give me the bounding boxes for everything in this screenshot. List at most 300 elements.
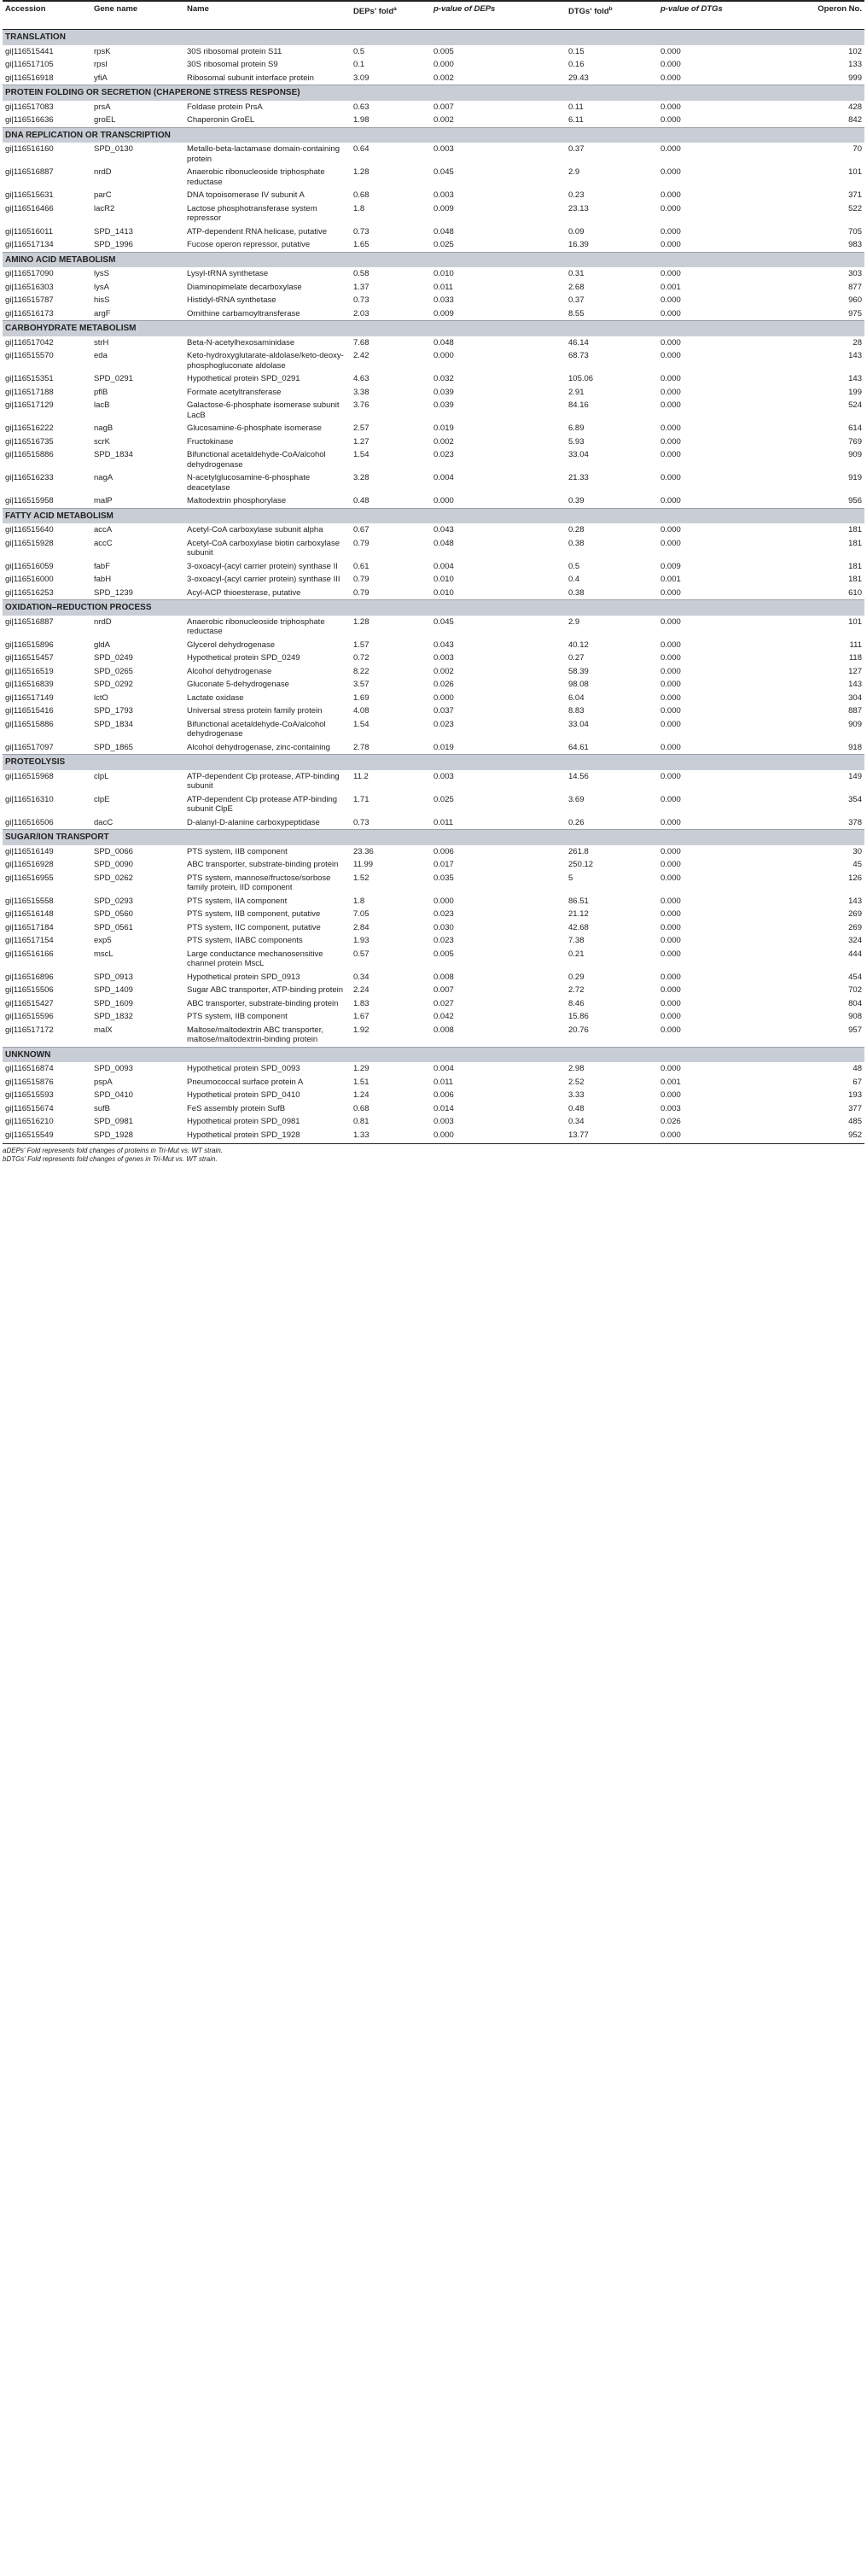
cell-operon: 524 xyxy=(848,400,862,410)
table-row xyxy=(3,281,864,295)
cell-name: Alcohol dehydrogenase, zinc-containing xyxy=(187,742,330,752)
cell-gene-name: sufB xyxy=(94,1103,111,1113)
cell-p-deps: 0.000 xyxy=(434,692,454,703)
cell-deps-fold: 0.58 xyxy=(353,269,369,278)
cell-accession: gi|116516173 xyxy=(5,308,54,318)
cell-operon: 126 xyxy=(848,873,862,883)
cell-dtgs-fold: 0.39 xyxy=(568,496,585,505)
cell-accession: gi|116516887 xyxy=(5,167,54,177)
cell-dtgs-fold: 21.33 xyxy=(568,473,589,482)
cell-p-dtgs: 0.001 xyxy=(660,1077,681,1087)
cell-deps-fold: 1.37 xyxy=(353,282,369,292)
cell-operon: 111 xyxy=(849,640,862,650)
cell-p-deps: 0.004 xyxy=(434,561,454,571)
cell-operon: 378 xyxy=(848,817,862,827)
cell-dtgs-fold: 33.04 xyxy=(568,719,589,729)
cell-gene-name: yfiA xyxy=(94,73,108,83)
cell-accession: gi|116515968 xyxy=(5,771,54,781)
cell-operon: 48 xyxy=(852,1064,862,1073)
cell-dtgs-fold: 5 xyxy=(568,873,573,883)
cell-gene-name: lysA xyxy=(94,282,109,292)
cell-p-dtgs: 0.000 xyxy=(660,719,681,729)
cell-operon: 199 xyxy=(848,387,862,397)
cell-dtgs-fold: 0.34 xyxy=(568,1117,585,1126)
cell-deps-fold: 2.84 xyxy=(353,922,369,932)
cell-operon: 909 xyxy=(848,719,862,729)
cell-gene-name: SPD_1996 xyxy=(94,240,133,249)
cell-accession: gi|116516000 xyxy=(5,575,54,584)
cell-name: Lysyl-tRNA synthetase xyxy=(187,269,269,278)
cell-name: Diaminopimelate decarboxylase xyxy=(187,282,302,292)
cell-dtgs-fold: 42.68 xyxy=(568,922,589,932)
cell-accession: gi|116515593 xyxy=(5,1090,54,1100)
cell-operon: 181 xyxy=(848,525,862,534)
cell-dtgs-fold: 8.46 xyxy=(568,998,585,1008)
cell-accession: gi|116515549 xyxy=(5,1130,54,1140)
cell-deps-fold: 7.05 xyxy=(353,909,369,919)
cell-operon: 610 xyxy=(848,587,862,598)
cell-gene-name: fabF xyxy=(94,561,111,571)
cell-name: 3-oxoacyl-(acyl carrier protein) synthase III xyxy=(187,575,340,584)
cell-gene-name: pflB xyxy=(94,387,108,397)
cell-dtgs-fold: 5.93 xyxy=(568,436,585,447)
table-row xyxy=(3,616,864,639)
section-header xyxy=(3,127,864,143)
cell-deps-fold: 0.34 xyxy=(353,972,369,982)
cell-p-deps: 0.003 xyxy=(434,771,454,781)
cell-dtgs-fold: 2.9 xyxy=(568,167,580,177)
cell-name: Lactate oxidase xyxy=(187,692,244,703)
cell-name: Maltose/maltodextrin ABC transporter, maltose/maltodextrin-binding protein xyxy=(187,1025,323,1044)
cell-name: Ornithine carbamoyltransferase xyxy=(187,308,300,318)
cell-p-dtgs: 0.000 xyxy=(660,115,681,125)
cell-p-deps: 0.048 xyxy=(434,226,454,237)
cell-p-deps: 0.006 xyxy=(434,1090,454,1100)
cell-operon: 804 xyxy=(848,998,862,1008)
cell-p-deps: 0.025 xyxy=(434,240,454,249)
cell-accession: gi|116515640 xyxy=(5,525,54,534)
cell-accession: gi|116516506 xyxy=(5,817,54,827)
cell-accession: gi|116516839 xyxy=(5,680,54,689)
cell-deps-fold: 1.8 xyxy=(353,203,365,213)
cell-dtgs-fold: 6.89 xyxy=(568,423,585,433)
cell-p-deps: 0.019 xyxy=(434,423,454,433)
cell-p-deps: 0.042 xyxy=(434,1012,454,1021)
cell-accession: gi|116515928 xyxy=(5,538,54,548)
cell-dtgs-fold: 84.16 xyxy=(568,400,589,410)
cell-name: Large conductance mechanosensitive channel protein MscL xyxy=(187,949,323,968)
cell-operon: 614 xyxy=(848,423,862,433)
cell-dtgs-fold: 0.26 xyxy=(568,817,585,827)
cell-dtgs-fold: 64.61 xyxy=(568,742,589,752)
cell-deps-fold: 0.73 xyxy=(353,817,369,827)
cell-deps-fold: 0.5 xyxy=(353,46,365,56)
cell-gene-name: prsA xyxy=(94,102,111,112)
cell-p-deps: 0.023 xyxy=(434,450,454,459)
cell-deps-fold: 3.28 xyxy=(353,473,369,482)
table-row xyxy=(3,858,864,872)
section-header xyxy=(3,321,864,336)
cell-gene-name: nrdD xyxy=(94,167,112,177)
cell-dtgs-fold: 0.27 xyxy=(568,653,585,663)
table-row xyxy=(3,793,864,816)
cell-name: Chaperonin GroEL xyxy=(187,115,255,125)
cell-deps-fold: 1.54 xyxy=(353,450,369,459)
table-row xyxy=(3,202,864,225)
cell-accession: gi|116515570 xyxy=(5,351,54,360)
cell-p-dtgs: 0.000 xyxy=(660,351,681,360)
cell-name: ABC transporter, substrate-binding protein xyxy=(187,860,339,869)
cell-gene-name: SPD_1834 xyxy=(94,450,133,459)
cell-dtgs-fold: 0.37 xyxy=(568,295,585,305)
section-title: PROTEIN FOLDING OR SECRETION (CHAPERONE STRESS RESPONSE) xyxy=(3,85,864,101)
cell-p-dtgs: 0.000 xyxy=(660,436,681,447)
cell-operon: 28 xyxy=(852,337,862,348)
cell-deps-fold: 11.99 xyxy=(353,860,374,869)
cell-deps-fold: 1.67 xyxy=(353,1012,369,1021)
cell-gene-name: SPD_1413 xyxy=(94,226,133,237)
cell-gene-name: mscL xyxy=(94,949,113,959)
cell-gene-name: SPD_1865 xyxy=(94,742,133,752)
cell-deps-fold: 1.51 xyxy=(353,1077,369,1087)
table-row xyxy=(3,114,864,127)
table-row xyxy=(3,448,864,471)
cell-gene-name: clpE xyxy=(94,794,110,804)
cell-gene-name: SPD_0265 xyxy=(94,666,133,676)
cell-dtgs-fold: 0.29 xyxy=(568,972,585,982)
cell-gene-name: SPD_0913 xyxy=(94,972,133,982)
cell-gene-name: nagB xyxy=(94,423,113,433)
table-row xyxy=(3,435,864,449)
cell-operon: 983 xyxy=(848,240,862,249)
cell-p-deps: 0.011 xyxy=(434,282,454,292)
cell-accession: gi|116516735 xyxy=(5,436,54,447)
cell-deps-fold: 0.79 xyxy=(353,538,369,548)
cell-name: ATP-dependent Clp protease ATP-binding subunit ClpE xyxy=(187,794,338,814)
cell-gene-name: dacC xyxy=(94,817,113,827)
cell-accession: gi|116516222 xyxy=(5,423,54,433)
cell-accession: gi|116515958 xyxy=(5,496,54,505)
cell-gene-name: parC xyxy=(94,190,112,200)
cell-name: Fructokinase xyxy=(187,436,234,447)
cell-p-deps: 0.004 xyxy=(434,1064,454,1073)
cell-operon: 952 xyxy=(848,1130,862,1140)
cell-p-deps: 0.023 xyxy=(434,909,454,919)
cell-p-dtgs: 0.000 xyxy=(660,794,681,804)
cell-gene-name: nrdD xyxy=(94,616,112,627)
col-p-dtgs: p-value of DTGs xyxy=(658,1,786,30)
cell-name: Hypothetical protein SPD_0291 xyxy=(187,374,300,383)
cell-deps-fold: 1.33 xyxy=(353,1130,369,1140)
cell-gene-name: SPD_1409 xyxy=(94,985,133,995)
cell-p-dtgs: 0.000 xyxy=(660,1012,681,1021)
table-row xyxy=(3,692,864,705)
cell-accession: gi|116515558 xyxy=(5,896,54,906)
table-row xyxy=(3,267,864,281)
cell-p-deps: 0.035 xyxy=(434,873,454,883)
section-title: UNKNOWN xyxy=(3,1047,864,1062)
cell-accession: gi|116516928 xyxy=(5,860,54,869)
cell-p-dtgs: 0.000 xyxy=(660,102,681,112)
cell-dtgs-fold: 15.86 xyxy=(568,1012,589,1021)
cell-p-dtgs: 0.000 xyxy=(660,269,681,278)
section-header xyxy=(3,252,864,267)
cell-p-dtgs: 0.000 xyxy=(660,1064,681,1073)
cell-p-deps: 0.039 xyxy=(434,400,454,410)
cell-dtgs-fold: 0.09 xyxy=(568,226,585,237)
table-row xyxy=(3,1010,864,1024)
table-row xyxy=(3,386,864,400)
cell-accession: gi|116516210 xyxy=(5,1117,54,1126)
table-row xyxy=(3,816,864,830)
cell-deps-fold: 0.57 xyxy=(353,949,369,959)
cell-operon: 960 xyxy=(848,295,862,305)
cell-gene-name: SPD_0130 xyxy=(94,144,133,154)
cell-gene-name: argF xyxy=(94,308,111,318)
col-accession: Accession xyxy=(3,1,91,30)
section-header xyxy=(3,1047,864,1062)
cell-operon: 975 xyxy=(848,308,862,318)
cell-gene-name: SPD_0066 xyxy=(94,846,133,856)
table-row xyxy=(3,921,864,935)
cell-p-dtgs: 0.000 xyxy=(660,985,681,995)
cell-p-dtgs: 0.001 xyxy=(660,575,681,584)
cell-gene-name: strH xyxy=(94,337,109,348)
table-row xyxy=(3,372,864,386)
data-table-container xyxy=(3,0,864,1164)
cell-p-dtgs: 0.000 xyxy=(660,400,681,410)
cell-dtgs-fold: 2.9 xyxy=(568,616,580,627)
cell-deps-fold: 1.65 xyxy=(353,240,369,249)
cell-name: Fucose operon repressor, putative xyxy=(187,240,311,249)
cell-p-dtgs: 0.000 xyxy=(660,896,681,906)
cell-operon: 133 xyxy=(848,60,862,69)
cell-p-deps: 0.010 xyxy=(434,269,454,278)
cell-p-deps: 0.048 xyxy=(434,337,454,348)
cell-operon: 269 xyxy=(848,922,862,932)
cell-p-dtgs: 0.000 xyxy=(660,998,681,1008)
cell-p-deps: 0.007 xyxy=(434,985,454,995)
cell-deps-fold: 0.79 xyxy=(353,587,369,598)
cell-accession: gi|116516148 xyxy=(5,909,54,919)
cell-p-deps: 0.008 xyxy=(434,972,454,982)
cell-p-deps: 0.010 xyxy=(434,587,454,598)
cell-dtgs-fold: 46.14 xyxy=(568,337,589,348)
cell-accession: gi|116516887 xyxy=(5,616,54,627)
cell-name: Metallo-beta-lactamase domain-containing protein xyxy=(187,144,340,164)
cell-accession: gi|116515351 xyxy=(5,374,54,383)
cell-p-deps: 0.003 xyxy=(434,190,454,200)
cell-accession: gi|116517042 xyxy=(5,337,54,348)
section-title: DNA REPLICATION OR TRANSCRIPTION xyxy=(3,127,864,143)
table-row xyxy=(3,948,864,971)
cell-name: DNA topoisomerase IV subunit A xyxy=(187,190,305,200)
table-header xyxy=(3,1,864,30)
cell-p-dtgs: 0.000 xyxy=(660,936,681,945)
cell-operon: 371 xyxy=(848,190,862,200)
cell-p-dtgs: 0.000 xyxy=(660,423,681,433)
table-row xyxy=(3,1024,864,1048)
table-row xyxy=(3,665,864,679)
cell-p-deps: 0.003 xyxy=(434,1117,454,1126)
cell-dtgs-fold: 105.06 xyxy=(568,374,594,383)
cell-p-dtgs: 0.000 xyxy=(660,846,681,856)
cell-dtgs-fold: 6.11 xyxy=(568,115,584,125)
cell-p-deps: 0.030 xyxy=(434,922,454,932)
section-header xyxy=(3,85,864,101)
table-row xyxy=(3,934,864,948)
cell-accession: gi|116516149 xyxy=(5,846,54,856)
cell-operon: 485 xyxy=(848,1117,862,1126)
cell-p-deps: 0.002 xyxy=(434,436,454,447)
cell-gene-name: fabH xyxy=(94,575,112,584)
cell-p-dtgs: 0.000 xyxy=(660,240,681,249)
table-row xyxy=(3,678,864,692)
section-title: FATTY ACID METABOLISM xyxy=(3,508,864,523)
cell-p-deps: 0.005 xyxy=(434,46,454,56)
cell-name: Acetyl-CoA carboxylase biotin carboxylase subunit xyxy=(187,538,340,558)
cell-name: Pneumococcal surface protein A xyxy=(187,1077,304,1087)
table-row xyxy=(3,651,864,665)
cell-dtgs-fold: 0.15 xyxy=(568,46,585,56)
cell-accession: gi|116516310 xyxy=(5,794,54,804)
cell-gene-name: SPD_0093 xyxy=(94,1064,133,1073)
cell-operon: 193 xyxy=(848,1090,862,1100)
cell-p-deps: 0.017 xyxy=(434,860,454,869)
cell-name: Hypothetical protein SPD_1928 xyxy=(187,1130,300,1140)
cell-dtgs-fold: 16.39 xyxy=(568,240,589,249)
cell-dtgs-fold: 13.77 xyxy=(568,1130,589,1140)
cell-deps-fold: 8.22 xyxy=(353,666,369,676)
cell-p-dtgs: 0.009 xyxy=(660,561,681,571)
table-row xyxy=(3,1076,864,1089)
table-row xyxy=(3,225,864,239)
cell-p-deps: 0.003 xyxy=(434,653,454,663)
cell-name: Universal stress protein family protein xyxy=(187,706,323,716)
cell-deps-fold: 0.63 xyxy=(353,102,369,112)
cell-deps-fold: 3.09 xyxy=(353,73,369,83)
cell-accession: gi|116517188 xyxy=(5,387,54,397)
cell-gene-name: SPD_1793 xyxy=(94,706,133,716)
cell-p-deps: 0.043 xyxy=(434,525,454,534)
cell-operon: 149 xyxy=(848,771,862,781)
table-row xyxy=(3,1089,864,1102)
cell-name: D-alanyl-D-alanine carboxypeptidase xyxy=(187,817,320,827)
cell-p-deps: 0.009 xyxy=(434,203,454,213)
cell-accession: gi|116515886 xyxy=(5,719,54,729)
cell-operon: 957 xyxy=(848,1025,862,1035)
cell-deps-fold: 0.1 xyxy=(353,60,365,69)
cell-gene-name: SPD_0981 xyxy=(94,1117,133,1126)
cell-gene-name: SPD_0293 xyxy=(94,896,133,906)
cell-p-deps: 0.026 xyxy=(434,680,454,689)
table-body xyxy=(3,30,864,1142)
cell-accession: gi|116517154 xyxy=(5,936,54,945)
cell-gene-name: pspA xyxy=(94,1077,113,1087)
cell-p-dtgs: 0.000 xyxy=(660,873,681,883)
cell-dtgs-fold: 0.37 xyxy=(568,144,585,154)
cell-name: FeS assembly protein SufB xyxy=(187,1103,286,1113)
cell-deps-fold: 1.27 xyxy=(353,436,369,447)
table-row xyxy=(3,72,864,85)
cell-dtgs-fold: 8.55 xyxy=(568,308,585,318)
cell-p-dtgs: 0.000 xyxy=(660,949,681,959)
cell-p-dtgs: 0.000 xyxy=(660,525,681,534)
cell-name: ABC transporter, substrate-binding protein xyxy=(187,998,339,1008)
cell-p-deps: 0.037 xyxy=(434,706,454,716)
cell-deps-fold: 1.24 xyxy=(353,1090,369,1100)
cell-accession: gi|116517105 xyxy=(5,60,54,69)
cell-operon: 918 xyxy=(848,742,862,752)
cell-accession: gi|116516233 xyxy=(5,473,54,482)
protein-gene-table xyxy=(3,0,864,1142)
cell-accession: gi|116516253 xyxy=(5,587,54,598)
cell-operon: 887 xyxy=(848,706,862,716)
cell-p-dtgs: 0.000 xyxy=(660,909,681,919)
cell-p-deps: 0.007 xyxy=(434,102,454,112)
cell-name: PTS system, IIB component xyxy=(187,846,288,856)
cell-deps-fold: 1.83 xyxy=(353,998,369,1008)
cell-operon: 919 xyxy=(848,473,862,482)
cell-p-deps: 0.045 xyxy=(434,616,454,627)
cell-p-dtgs: 0.001 xyxy=(660,282,681,292)
cell-gene-name: gldA xyxy=(94,640,111,650)
cell-name: Glycerol dehydrogenase xyxy=(187,640,275,650)
cell-operon: 181 xyxy=(848,575,862,584)
cell-p-deps: 0.002 xyxy=(434,666,454,676)
cell-p-dtgs: 0.000 xyxy=(660,817,681,827)
cell-operon: 324 xyxy=(848,936,862,945)
cell-accession: gi|116516466 xyxy=(5,203,54,213)
cell-accession: gi|116517097 xyxy=(5,742,54,752)
table-row xyxy=(3,770,864,793)
cell-p-deps: 0.011 xyxy=(434,817,454,827)
col-name: Name xyxy=(184,1,351,30)
cell-accession: gi|116516011 xyxy=(5,226,54,237)
cell-deps-fold: 0.73 xyxy=(353,295,369,305)
cell-p-deps: 0.002 xyxy=(434,73,454,83)
cell-accession: gi|116516874 xyxy=(5,1064,54,1073)
cell-operon: 705 xyxy=(848,226,862,237)
cell-deps-fold: 1.54 xyxy=(353,719,369,729)
cell-accession: gi|116516519 xyxy=(5,666,54,676)
cell-operon: 102 xyxy=(848,46,862,56)
cell-p-deps: 0.025 xyxy=(434,794,454,804)
cell-name: PTS system, IIB component, putative xyxy=(187,909,321,919)
footnote-b: bDTGs' Fold represents fold changes of genes in Tri-Mut vs. WT strain. xyxy=(3,1155,218,1163)
cell-deps-fold: 1.93 xyxy=(353,936,369,945)
table-row xyxy=(3,845,864,859)
cell-dtgs-fold: 0.23 xyxy=(568,190,585,200)
cell-gene-name: SPD_1928 xyxy=(94,1130,133,1140)
cell-accession: gi|116516636 xyxy=(5,115,54,125)
cell-gene-name: SPD_1609 xyxy=(94,998,133,1008)
cell-operon: 377 xyxy=(848,1103,862,1113)
cell-accession: gi|116515441 xyxy=(5,46,54,56)
cell-gene-name: SPD_0292 xyxy=(94,680,133,689)
cell-operon: 702 xyxy=(848,985,862,995)
cell-p-dtgs: 0.000 xyxy=(660,922,681,932)
cell-operon: 143 xyxy=(848,351,862,360)
cell-operon: 101 xyxy=(848,167,862,177)
cell-accession: gi|116516059 xyxy=(5,561,54,571)
cell-p-dtgs: 0.000 xyxy=(660,374,681,383)
cell-dtgs-fold: 0.48 xyxy=(568,1103,585,1113)
cell-p-dtgs: 0.000 xyxy=(660,1025,681,1035)
table-row xyxy=(3,587,864,600)
section-header xyxy=(3,600,864,616)
cell-p-dtgs: 0.000 xyxy=(660,226,681,237)
